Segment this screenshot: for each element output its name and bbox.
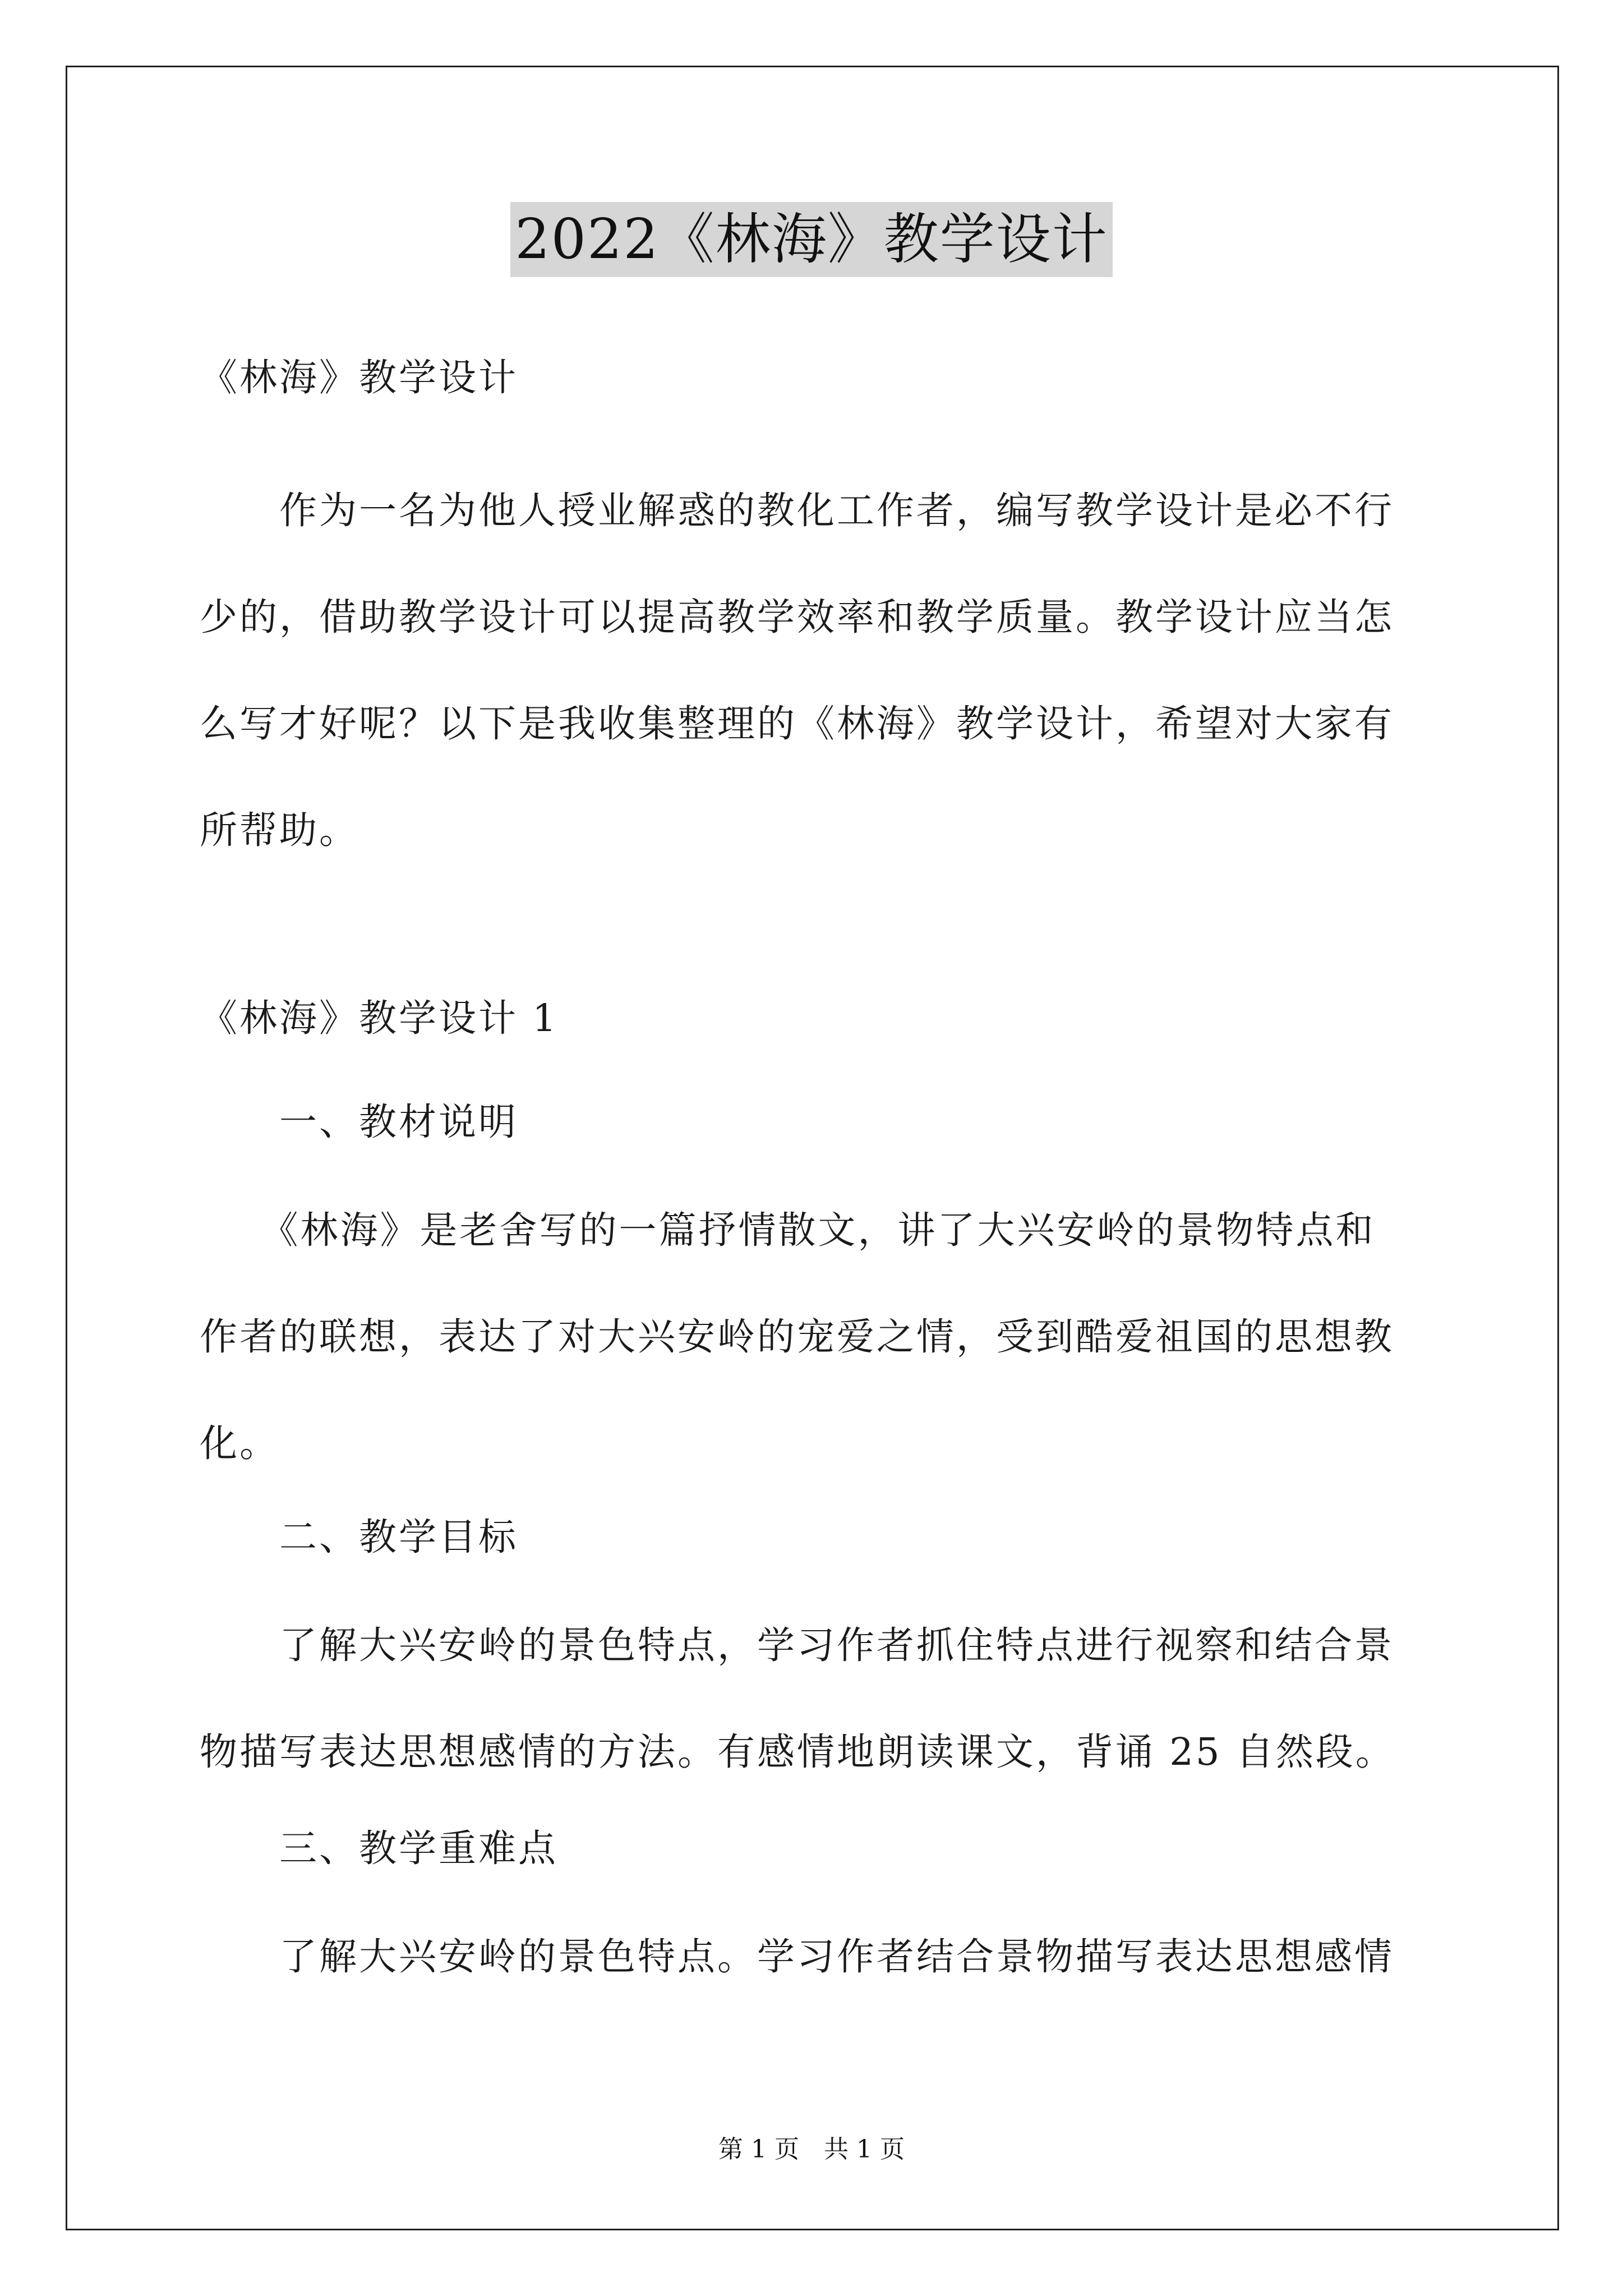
page-footer: 第 1 页 共 1 页 bbox=[718, 2135, 905, 2164]
document-title: 2022《林海》教学设计 bbox=[510, 202, 1112, 277]
heading-3-block bbox=[200, 1823, 558, 1874]
paragraph-3 bbox=[200, 1903, 1394, 2010]
subtitle-block bbox=[200, 352, 518, 403]
intro-line: 少的，借助教学设计可以提高教学效率和教学质量。教学设计应当怎 bbox=[200, 595, 1394, 639]
paragraph-2 bbox=[200, 1592, 1395, 1805]
heading-2-block bbox=[200, 1512, 518, 1562]
paragraph-1-line: 作者的联想，表达了对大兴安岭的宠爱之情，受到酷爱祖国的思想教 bbox=[200, 1315, 1394, 1359]
paragraph-1 bbox=[200, 1177, 1394, 1497]
title-wrap bbox=[0, 202, 1623, 277]
intro-line: 作为一名为他人授业解惑的教化工作者，编写教学设计是必不行 bbox=[200, 489, 1394, 532]
document-subtitle: 《林海》教学设计 bbox=[200, 356, 518, 399]
intro-paragraph bbox=[200, 457, 1394, 884]
intro-line: 么写才好呢？以下是我收集整理的《林海》教学设计，希望对大家有 bbox=[200, 702, 1394, 746]
heading-1: 一、教材说明 bbox=[200, 1100, 518, 1144]
intro-line: 所帮助。 bbox=[200, 808, 359, 852]
paragraph-2-line: 了解大兴安岭的景色特点，学习作者抓住特点进行视察和结合景 bbox=[200, 1623, 1394, 1667]
section-title-block bbox=[200, 993, 559, 1043]
paragraph-1-line: 化。 bbox=[200, 1421, 279, 1465]
paragraph-2-line: 物描写表达思想感情的方法。有感情地朗读课文，背诵 25 自然段。 bbox=[200, 1730, 1395, 1774]
heading-2: 二、教学目标 bbox=[200, 1515, 518, 1559]
heading-1-block bbox=[200, 1097, 518, 1147]
section-title: 《林海》教学设计 1 bbox=[200, 996, 559, 1040]
heading-3: 三、教学重难点 bbox=[200, 1826, 558, 1870]
paragraph-1-line: 《林海》是老舍写的一篇抒情散文，讲了大兴安岭的景物特点和 bbox=[200, 1208, 1376, 1252]
paragraph-3-line: 了解大兴安岭的景色特点。学习作者结合景物描写表达思想感情 bbox=[200, 1935, 1394, 1978]
